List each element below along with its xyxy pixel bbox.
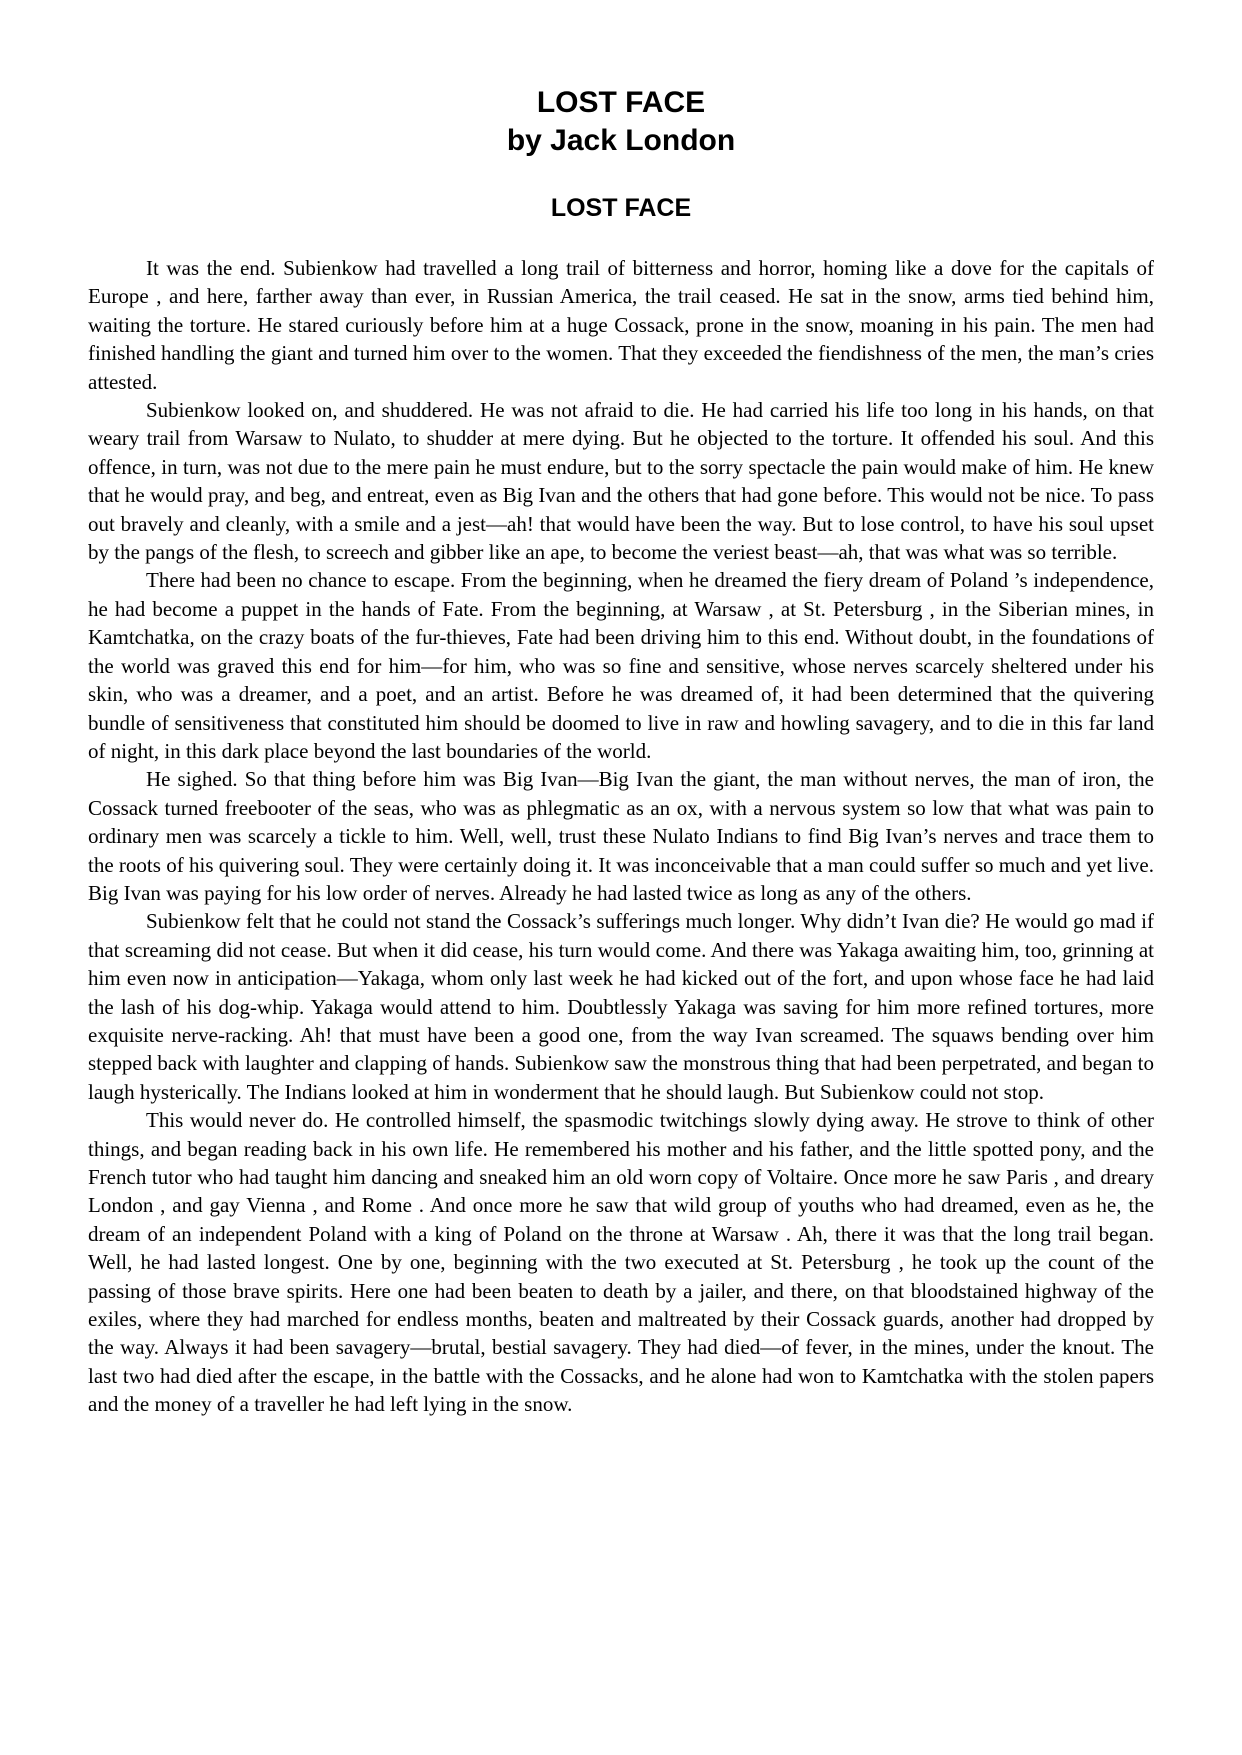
paragraph: Subienkow looked on, and shuddered. He was not afraid to die. He had carried his life too long in his hands, on that weary trail from Warsaw to Nulato, to shudder at mere dying. But he objected to the torture. It offended his soul. And this offence, in turn, was not due to the mere pain he must endure, but to the sorry spectacle the pain would make of him. He knew that he would pray, and beg, and entreat, even as Big Ivan and the others that had gone before. This would not be nice. To pass out bravely and cleanly, with a smile and a jest—ah! that would have been the way. But to lose control, to have his soul upset by the pangs of the flesh, to screech and gibber like an ape, to become the veriest beast—ah, that was what was so terrible. [88,398,1154,565]
paragraph: This would never do. He controlled himself, the spasmodic twitchings slowly dying away. He strove to think of other things, and began reading back in his own life. He remembered his mother and his father, and the little spotted pony, and the French tutor who had taught him dancing and sneaked him an old worn copy of Voltaire. Once more he saw Paris , and dreary London , and gay Vienna , and Rome . And once more he saw that wild group of youths who had dreamed, even as he, the dream of an independent Poland with a king of Poland on the throne at Warsaw . Ah, there it was that the long trail began. Well, he had lasted longest. One by one, beginning with the two executed at St. Petersburg , he took up the count of the passing of those brave spirits. Here one had been beaten to death by a jailer, and there, on that bloodstained highway of the exiles, where they had marched for endless months, beaten and maltreated by their Cossack guards, another had dropped by the way. Always it had been savagery—brutal, bestial savagery. They had died—of fever, in the mines, under the knout. The last two had died after the escape, in the battle with the Cossacks, and he alone had won to Kamtchatka with the stolen papers and the money of a traveller he had left lying in the snow. [88,1108,1154,1417]
chapter-heading: LOST FACE [550,194,692,222]
author-line: by Jack London [506,124,736,157]
paragraph: There had been no chance to escape. From the beginning, when he dreamed the fiery dream of Poland ’s independence, he had become a puppet in the hands of Fate. From the beginning, at Warsaw , at St. Petersburg , in the Siberian mines, in Kamtchatka, on the crazy boats of the fur-thieves, Fate had been driving him to this end. Without doubt, in the foundations of the world was graved this end for him—for him, who was so fine and sensitive, whose nerves scarcely sheltered under his skin, who was a dreamer, and a poet, and an artist. Before he was dreamed of, it had been determined that the quivering bundle of sensitiveness that constituted him should be doomed to live in raw and howling savagery, and to die in this far land of night, in this dark place beyond the last boundaries of the world. [88,568,1154,763]
paragraph: It was the end. Subienkow had travelled a long trail of bitterness and horror, homing like a dove for the capitals of Europe , and here, farther away than ever, in Russian America, the trail ceased. He sat in the snow, arms tied behind him, waiting the torture. He stared curiously before him at a huge Cossack, prone in the snow, moaning in his pain. The men had finished handling the giant and turned him over to the women. That they exceeded the fiendishness of the men, the man’s cries attested. [88,256,1154,394]
paragraph: He sighed. So that thing before him was Big Ivan—Big Ivan the giant, the man without nerves, the man of iron, the Cossack turned freebooter of the seas, who was as phlegmatic as an ox, with a nervous system so low that what was pain to ordinary men was scarcely a tickle to him. Well, well, trust these Nulato Indians to find Big Ivan’s nerves and trace them to the roots of his quivering soul. They were certainly doing it. It was inconceivable that a man could suffer so much and yet live. Big Ivan was paying for his low order of nerves. Already he had lasted twice as long as any of the others. [88,767,1154,905]
book-title: LOST FACE [536,86,706,119]
body-text [88,254,1154,1419]
title-block [0,84,1242,160]
paragraph: Subienkow felt that he could not stand the Cossack’s sufferings much longer. Why didn’t Ivan die? He would go mad if that screaming did not cease. But when it did cease, his turn would come. And there was Yakaga awaiting him, too, grinning at him even now in anticipation—Yakaga, whom only last week he had kicked out of the fort, and upon whose face he had laid the lash of his dog-whip. Yakaga would attend to him. Doubtlessly Yakaga was saving for him more refined tortures, more exquisite nerve-racking. Ah! that must have been a good one, from the way Ivan screamed. The squaws bending over him stepped back with laughter and clapping of hands. Subienkow saw the monstrous thing that had been perpetrated, and began to laugh hysterically. The Indians looked at him in wonderment that he should laugh. But Subienkow could not stop. [88,909,1154,1104]
